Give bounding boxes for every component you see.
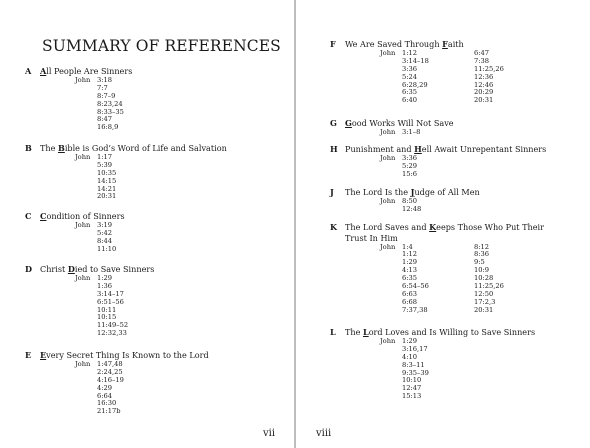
verse-reference: 8:50 bbox=[402, 197, 418, 205]
verse-reference: 1:47,48 bbox=[97, 360, 123, 368]
verse-reference: 8:33–35 bbox=[97, 107, 124, 116]
book-name: John bbox=[75, 360, 91, 368]
verse-reference: 10:15 bbox=[97, 313, 117, 322]
section-title: The Lord Saves and Keeps Those Who Put Their bbox=[345, 222, 544, 232]
verse-reference: 15:6 bbox=[402, 169, 418, 178]
section-title: Punishment and Hell Await Unrepentant Sinners bbox=[345, 144, 547, 154]
section-title: We Are Saved Through Faith bbox=[345, 39, 464, 49]
section-letter: L bbox=[330, 327, 336, 337]
section-letter: C bbox=[25, 211, 32, 221]
verse-reference: 10:35 bbox=[97, 168, 117, 177]
verse-reference: 1:12 bbox=[402, 250, 418, 259]
section-letter: E bbox=[25, 350, 32, 360]
verse-reference: 12:47 bbox=[402, 384, 422, 393]
verse-reference: 11:25,26 bbox=[474, 281, 504, 290]
verse-reference: 3:14–18 bbox=[402, 56, 429, 65]
page-title: SUMMARY OF REFERENCES bbox=[42, 37, 281, 55]
reference-column bbox=[97, 361, 124, 416]
verse-reference: 4:13 bbox=[402, 266, 418, 275]
verse-reference: 8:7–9 bbox=[97, 91, 116, 100]
verse-reference: 3:36 bbox=[402, 154, 418, 162]
verse-reference: 3:19 bbox=[97, 221, 113, 229]
verse-reference: 7:37,38 bbox=[402, 305, 428, 314]
section-title: The Lord Is the Judge of All Men bbox=[345, 187, 480, 197]
book-name: John bbox=[75, 221, 91, 229]
reference-column bbox=[97, 275, 128, 338]
verse-reference: 9:5 bbox=[474, 258, 485, 267]
verse-reference: 1:29 bbox=[402, 258, 418, 267]
reference-column bbox=[402, 338, 429, 401]
verse-reference: 6:40 bbox=[402, 96, 418, 105]
verse-reference: 4:29 bbox=[97, 383, 113, 392]
verse-reference: 10:9 bbox=[474, 266, 490, 275]
verse-reference: 6:35 bbox=[402, 88, 418, 97]
section-title: Christ Died to Save Sinners bbox=[40, 264, 155, 274]
reference-column bbox=[97, 77, 124, 132]
verse-reference: 17:2,3 bbox=[474, 297, 496, 306]
verse-reference: 16:8,9 bbox=[97, 123, 119, 132]
section-letter: D bbox=[25, 264, 33, 274]
verse-reference: 6:63 bbox=[402, 289, 418, 298]
reference-column bbox=[97, 154, 116, 201]
verse-reference: 5:42 bbox=[97, 228, 113, 237]
book-name: John bbox=[380, 128, 396, 136]
section-title: Condition of Sinners bbox=[40, 211, 125, 221]
verse-reference: 8:3–11 bbox=[402, 360, 425, 369]
verse-reference: 5:29 bbox=[402, 161, 418, 170]
page-number-left: vii bbox=[263, 428, 276, 439]
verse-reference: 20:31 bbox=[97, 192, 117, 201]
verse-reference: 11:10 bbox=[97, 244, 117, 253]
section-title: Trust In Him bbox=[345, 232, 398, 243]
book-name: John bbox=[75, 76, 91, 84]
verse-reference: 6:47 bbox=[474, 49, 490, 57]
verse-reference: 1:36 bbox=[97, 281, 113, 290]
verse-reference: 8:47 bbox=[97, 115, 113, 124]
verse-reference: 1:29 bbox=[97, 274, 113, 282]
book-name: John bbox=[380, 337, 396, 345]
verse-reference: 1:12 bbox=[402, 49, 418, 57]
reference-column bbox=[474, 50, 504, 105]
verse-reference: 20:31 bbox=[474, 96, 494, 105]
verse-reference: 1:29 bbox=[402, 337, 418, 345]
verse-reference: 12:46 bbox=[474, 80, 494, 89]
verse-reference: 10:10 bbox=[402, 376, 422, 385]
section-title: Good Works Will Not Save bbox=[345, 118, 454, 128]
reference-column bbox=[402, 244, 429, 315]
verse-reference: 3:36 bbox=[402, 64, 418, 73]
section-letter: A bbox=[25, 66, 32, 76]
verse-reference: 4:10 bbox=[402, 352, 418, 361]
verse-reference: 11:25,26 bbox=[474, 64, 504, 73]
verse-reference: 5:39 bbox=[97, 160, 113, 169]
verse-reference: 12:36 bbox=[474, 72, 494, 81]
verse-reference: 15:13 bbox=[402, 392, 422, 401]
section-title: The Bible is God’s Word of Life and Salvation bbox=[40, 143, 227, 153]
verse-reference: 14:15 bbox=[97, 176, 117, 185]
verse-reference: 6:54–56 bbox=[402, 281, 429, 290]
section-letter: K bbox=[330, 222, 338, 232]
verse-reference: 3:14–17 bbox=[97, 289, 124, 298]
verse-reference: 10:11 bbox=[97, 305, 117, 314]
reference-column bbox=[474, 244, 504, 315]
verse-reference: 1:17 bbox=[97, 153, 113, 161]
verse-reference: 12:48 bbox=[402, 204, 422, 213]
verse-reference: 20:29 bbox=[474, 88, 494, 97]
verse-reference: 20:31 bbox=[474, 305, 494, 314]
verse-reference: 6:68 bbox=[402, 297, 418, 306]
verse-reference: 3:1–8 bbox=[402, 128, 421, 136]
reference-column bbox=[402, 129, 420, 137]
verse-reference: 6:35 bbox=[402, 274, 418, 283]
verse-reference: 7:38 bbox=[474, 56, 490, 65]
page-number-right: viii bbox=[316, 428, 332, 439]
verse-reference: 9:35–39 bbox=[402, 368, 429, 377]
verse-reference: 8:23,24 bbox=[97, 99, 123, 108]
left-page bbox=[0, 0, 294, 448]
section-title: The Lord Loves and Is Willing to Save Sinners bbox=[345, 327, 536, 337]
book-name: John bbox=[380, 154, 396, 162]
verse-reference: 6:64 bbox=[97, 391, 113, 400]
verse-reference: 6:51–56 bbox=[97, 297, 124, 306]
verse-reference: 8:36 bbox=[474, 250, 490, 259]
verse-reference: 14:21 bbox=[97, 184, 117, 193]
verse-reference: 8:44 bbox=[97, 236, 113, 245]
verse-reference: 7:7 bbox=[97, 83, 108, 92]
reference-column bbox=[97, 222, 116, 254]
book-name: John bbox=[380, 197, 396, 205]
section-letter: G bbox=[330, 118, 337, 128]
section-letter: H bbox=[330, 144, 338, 154]
reference-column bbox=[402, 50, 429, 105]
right-page bbox=[296, 0, 590, 448]
section-letter: B bbox=[25, 143, 32, 153]
verse-reference: 11:49–52 bbox=[97, 321, 129, 330]
verse-reference: 16:30 bbox=[97, 399, 117, 408]
verse-reference: 5:24 bbox=[402, 72, 418, 81]
verse-reference: 12:50 bbox=[474, 289, 494, 298]
section-letter: J bbox=[330, 187, 334, 197]
verse-reference: 8:12 bbox=[474, 242, 490, 251]
section-title: All People Are Sinners bbox=[40, 66, 133, 76]
book-name: John bbox=[75, 274, 91, 282]
verse-reference: 3:16,17 bbox=[402, 344, 428, 353]
book-name: John bbox=[380, 49, 396, 57]
reference-column bbox=[402, 198, 421, 214]
verse-reference: 2:24,25 bbox=[97, 367, 123, 376]
section-letter: F bbox=[330, 39, 336, 49]
verse-reference: 10:28 bbox=[474, 274, 494, 283]
verse-reference: 12:32,33 bbox=[97, 329, 127, 338]
verse-reference: 6:28,29 bbox=[402, 80, 428, 89]
book-name: John bbox=[380, 242, 396, 251]
reference-column bbox=[402, 155, 417, 179]
section-title: Every Secret Thing Is Known to the Lord bbox=[40, 350, 209, 360]
verse-reference: 3:18 bbox=[97, 76, 113, 84]
verse-reference: 21:17b bbox=[97, 407, 121, 416]
verse-reference: 4:16–19 bbox=[97, 375, 124, 384]
verse-reference: 1:4 bbox=[402, 242, 413, 251]
book-name: John bbox=[75, 153, 91, 161]
